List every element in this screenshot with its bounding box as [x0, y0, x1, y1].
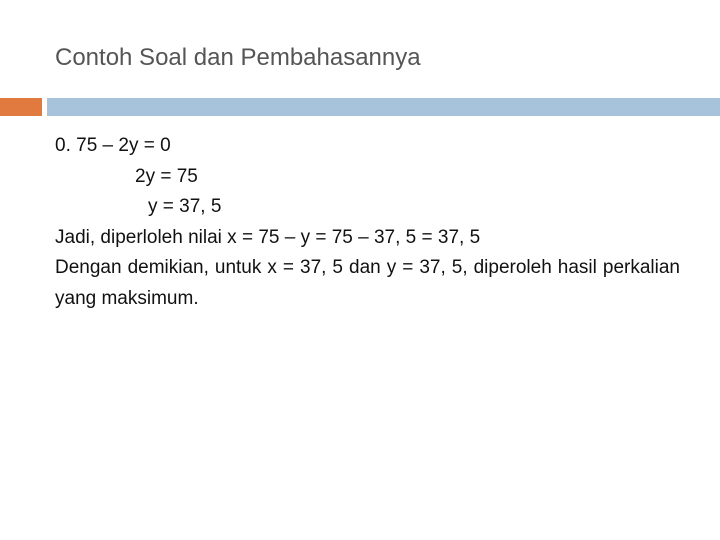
title-divider-bar — [47, 98, 720, 116]
slide-body — [55, 131, 680, 314]
equation-line-1: 0. 75 – 2y = 0 — [55, 135, 171, 156]
title-accent-bar — [0, 98, 42, 116]
result-line: Jadi, diperloleh nilai x = 75 – y = 75 – 37, 5 = 37, 5 — [55, 226, 481, 248]
conclusion-paragraph: Dengan demikian, untuk x = 37, 5 dan y = 37, 5, diperoleh hasil perkalian yang maksimum. — [55, 257, 680, 309]
equation-line-3: y = 37, 5 — [148, 196, 222, 217]
equation-line-2: 2y = 75 — [135, 165, 198, 187]
slide-title: Contoh Soal dan Pembahasannya — [55, 44, 421, 71]
